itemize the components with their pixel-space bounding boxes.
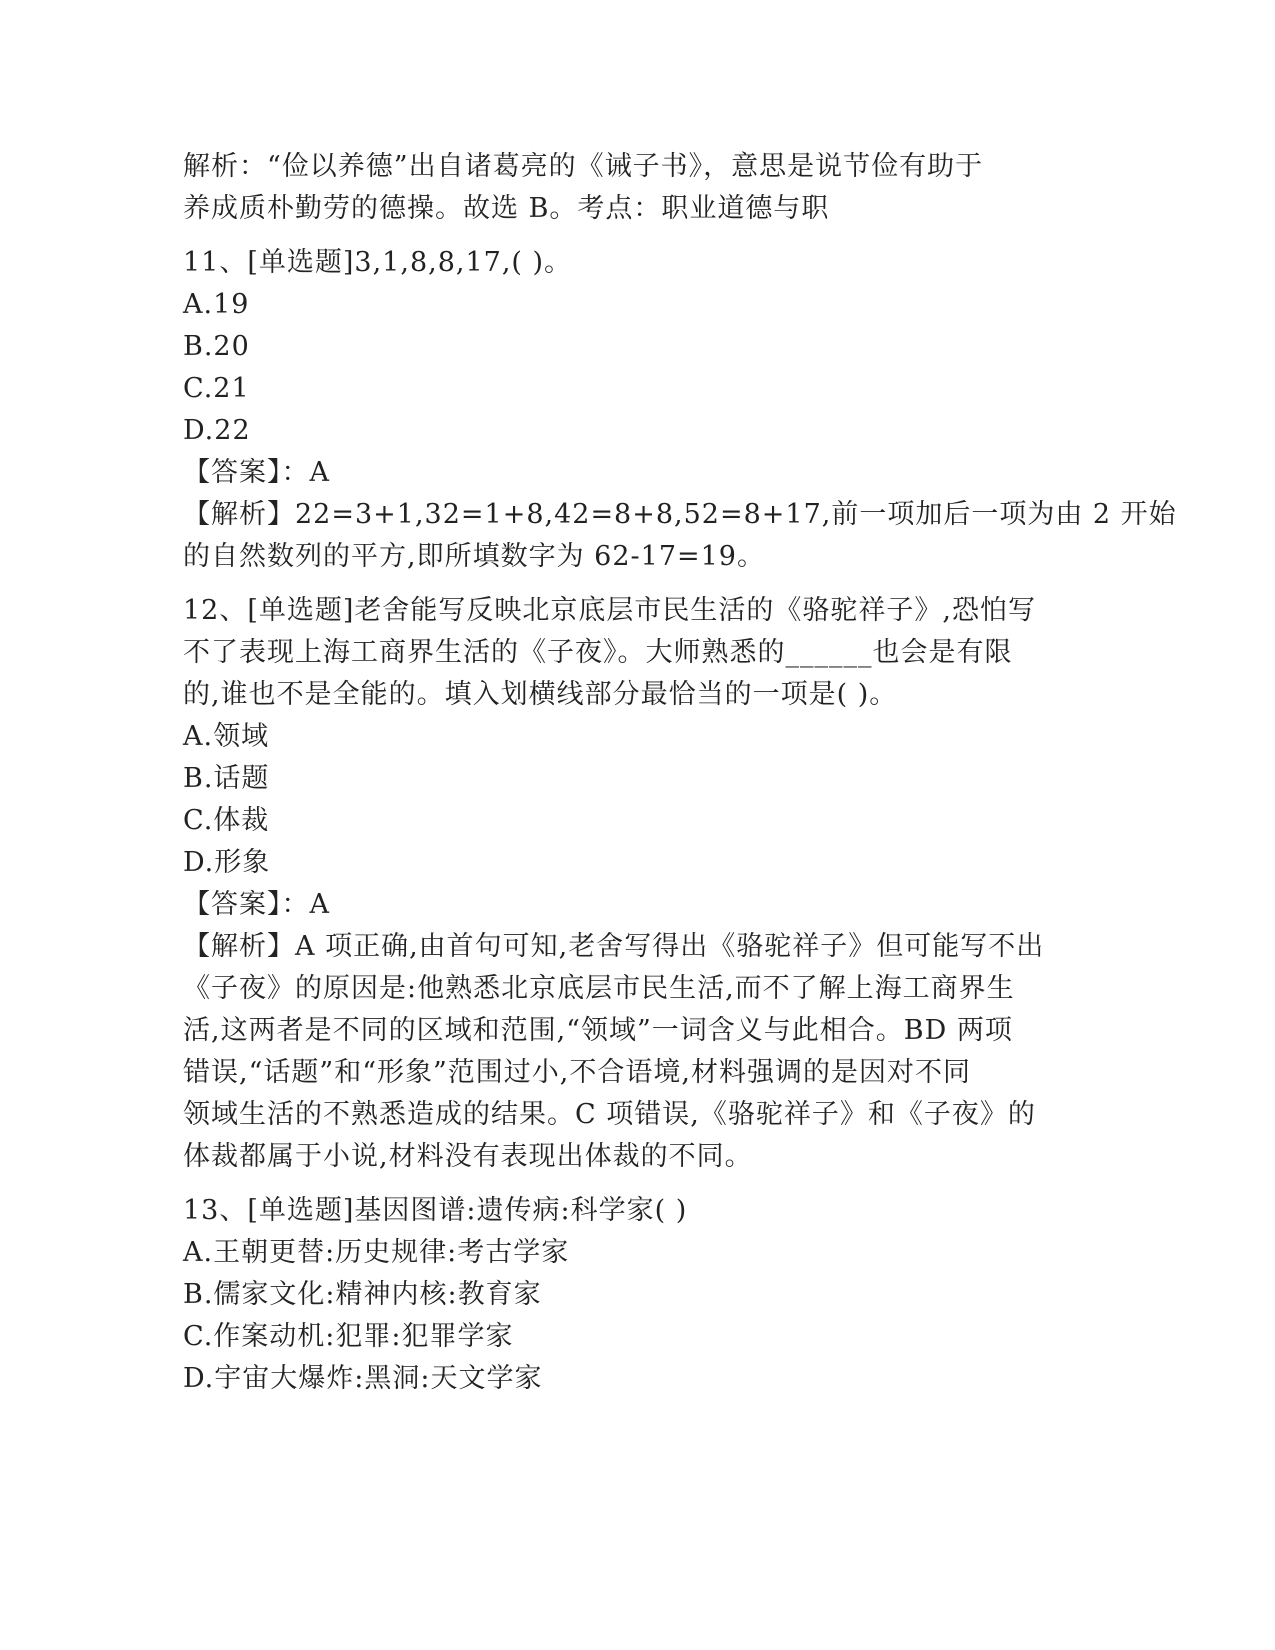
analysis-line: 活,这两者是不同的区域和范围,“领域”一词含义与此相合。BD 两项: [183, 1015, 1013, 1046]
explanation-line: 解析：“俭以养德”出自诸葛亮的《诫子书》，意思是说节俭有助于: [183, 151, 984, 182]
option-b: B.儒家文化:精神内核:教育家: [183, 1279, 542, 1310]
question-13: [183, 1190, 1083, 1400]
option-d: D.宇宙大爆炸:黑洞:天文学家: [183, 1363, 543, 1394]
explanation-line: 养成质朴勤劳的德操。故选 B。考点：职业道德与职: [183, 193, 830, 224]
page-content: [183, 146, 1177, 1400]
question-stem: 13、[单选题]基因图谱:遗传病:科学家( ): [183, 1195, 688, 1226]
answer-line: 【答案】：A: [183, 457, 330, 488]
option-b: B.话题: [183, 763, 270, 794]
intro-explanation: [183, 146, 1083, 230]
analysis-line: 【解析】22=3+1,32=1+8,42=8+8,52=8+17,前一项加后一项为由 2 开始: [183, 499, 1177, 530]
option-c: C.体裁: [183, 805, 270, 836]
question-stem: 12、[单选题]老舍能写反映北京底层市民生活的《骆驼祥子》,恐怕写: [183, 595, 1037, 626]
answer-line: 【答案】：A: [183, 889, 330, 920]
analysis-line: 错误,“话题”和“形象”范围过小,不合语境,材料强调的是因对不同: [183, 1057, 971, 1088]
option-a: A.王朝更替:历史规律:考古学家: [183, 1237, 570, 1268]
analysis-line: 的自然数列的平方,即所填数字为 62-17=19。: [183, 541, 765, 572]
question-stem: 的,谁也不是全能的。填入划横线部分最恰当的一项是( )。: [183, 679, 898, 710]
option-a: A.19: [183, 289, 250, 320]
question-12: [183, 590, 1083, 1178]
option-c: C.21: [183, 373, 250, 404]
analysis-line: 领域生活的不熟悉造成的结果。C 项错误,《骆驼祥子》和《子夜》的: [183, 1099, 1036, 1130]
analysis-line: 【解析】A 项正确,由首句可知,老舍写得出《骆驼祥子》但可能写不出: [183, 931, 1045, 962]
question-stem: 不了表现上海工商界生活的《子夜》。大师熟悉的______也会是有限: [183, 637, 1013, 668]
question-stem: 11、[单选题]3,1,8,8,17,( )。: [183, 247, 573, 278]
option-c: C.作案动机:犯罪:犯罪学家: [183, 1321, 514, 1352]
option-a: A.领域: [183, 721, 270, 752]
analysis-line: 体裁都属于小说,材料没有表现出体裁的不同。: [183, 1141, 753, 1172]
option-d: D.形象: [183, 847, 271, 878]
option-d: D.22: [183, 415, 251, 446]
question-11: [183, 242, 1177, 578]
option-b: B.20: [183, 331, 250, 362]
analysis-line: 《子夜》的原因是:他熟悉北京底层市民生活,而不了解上海工商界生: [183, 973, 1015, 1004]
